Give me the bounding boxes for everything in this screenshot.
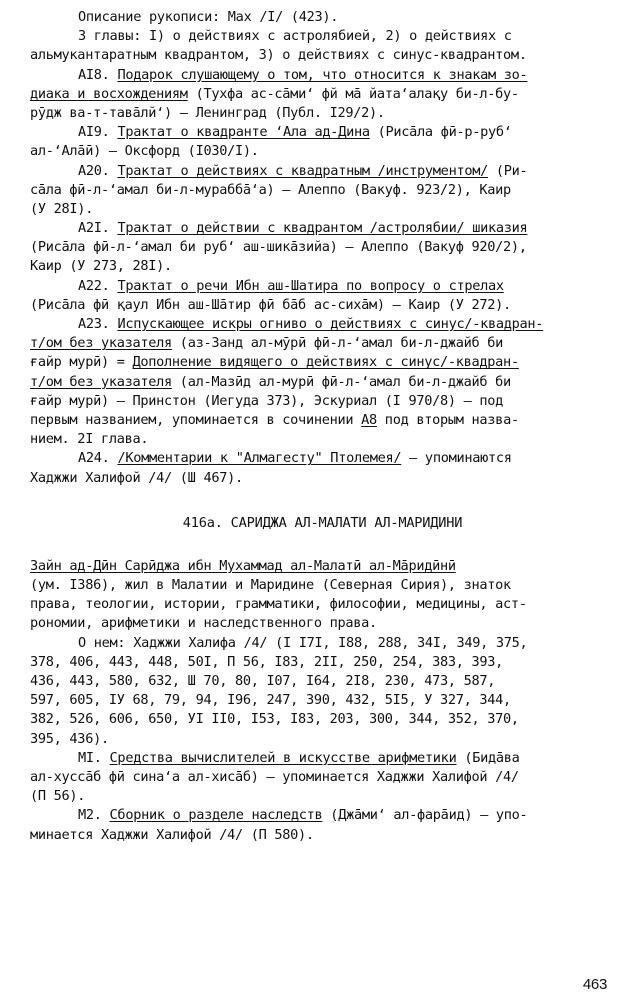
- entry-a22: [30, 277, 615, 296]
- entry-title: Трактат о действиях с квадратным /инструментом/: [117, 162, 488, 179]
- entry-a19-line2: ал-‘Алāӣ) – Оксфорд (I030/I).: [30, 143, 259, 160]
- entry-code: A20.: [78, 162, 110, 179]
- entry-text: (ал-Мазӣд ал-мурӣ фӣ-л-‘амал би-л-джайб би: [171, 373, 511, 390]
- work-title: Средства вычислителей в искусстве арифметики: [109, 749, 457, 766]
- work-m2: [30, 806, 615, 825]
- work-m1-line3: (П 56).: [30, 788, 86, 805]
- entry-code: МI.: [78, 749, 102, 766]
- entry-text: ғайр мурӣ) =: [30, 354, 133, 371]
- entry-a23: [30, 315, 615, 334]
- work-m1: [30, 749, 615, 768]
- references-line-4: 597, 605, IУ 68, 79, 94, I96, 247, 390, 432, 5I5, У 327, 344,: [30, 692, 511, 709]
- entry-a21-line2: (Рисāла фӣ-л-‘амал би руб‘ аш-шикāзийа) – Алеппо (Вакуф 920/2),: [30, 239, 527, 256]
- entry-a20-line2: сāла фӣ-л-‘амал би-л-мураббā‘а) – Алеппо (Вакуф. 923/2), Каир: [30, 181, 511, 198]
- entry-a18-line2: [30, 85, 615, 104]
- entry-text: (Бидāва: [456, 749, 520, 766]
- chapters-line-cont: альмукантаратным квадрантом, 3) о действиях с синус-квадрантом.: [30, 47, 527, 64]
- entry-a22-line2: (Рисāла фӣ қаул Ибн аш-Шāтир фӣ бāб ас-сихāм) – Каир (У 272).: [30, 296, 511, 313]
- entry-a18-line3: рӯдж ва-т-тавāлй‘) – Ленинград (Публ. I29/2).: [30, 104, 385, 121]
- references-line-5: 382, 526, 606, 650, УI II0, I53, I83, 203, 300, 344, 352, 370,: [30, 711, 519, 728]
- chapters-line: 3 главы: I) о действиях с астролябией, 2) о действиях с: [78, 28, 512, 45]
- entry-text: (Джāми‘ ал-фарāид) – упо-: [322, 807, 528, 824]
- entry-a23-line6: [30, 411, 615, 430]
- author-name-line: [30, 557, 615, 576]
- entry-a19: [30, 123, 615, 142]
- author-name: Зайн ад-Дӣн Сарӣджа ибн Мухаммад ал-Малатӣ ал-Мāридӣнӣ: [30, 557, 456, 574]
- entry-text: (Тухфа ас-сāми‘ фй мā йата‘алақу би-л-бу-: [187, 85, 519, 102]
- entry-title: Трактат о речи Ибн аш-Шатира по вопросу о стрелах: [117, 277, 504, 294]
- entry-a23-line7: нием. 2I глава.: [30, 431, 149, 448]
- entry-title: Подарок слушающему о том, что относится к знакам зо-: [117, 66, 528, 83]
- entry-text: – упоминаются: [401, 450, 512, 467]
- bio-line-4: рономии, арифметики и наследственного права.: [30, 615, 377, 632]
- entry-text: под вторым назва-: [376, 411, 519, 428]
- work-m1-line2: ал-хуссāб фӣ сина‘а ал-хисāб) – упоминается Хаджжи Халифой /4/: [30, 768, 519, 785]
- references-line-2: 378, 406, 443, 448, 50I, П 56, I83, 2II, 250, 254, 383, 393,: [30, 653, 504, 670]
- entry-code: AI9.: [78, 124, 110, 141]
- page-number: 463: [582, 975, 607, 993]
- entry-code: A22.: [78, 277, 110, 294]
- entry-text: (аз-Занд ал-мӯрӣ фӣ-л-‘амал би-л-джайб би: [171, 335, 504, 352]
- entry-a20-line3: (У 28I).: [30, 200, 94, 217]
- entry-a24: [30, 449, 615, 468]
- entry-alt-title-cont: т/ом без указателя: [30, 373, 172, 390]
- entry-a23-line2: [30, 334, 615, 353]
- entry-a23-line3: [30, 353, 615, 372]
- entry-text: (Рисāла фӣ-р-руб‘: [369, 124, 512, 141]
- entry-a18: [30, 66, 615, 85]
- entry-title: Трактат о действии с квадрантом /астролябии/ шиказия: [117, 220, 528, 237]
- bio-line-3: права, теологии, истории, грамматики, философии, медицины, аст-: [30, 596, 527, 613]
- section-heading: 416а. САРИДЖА АЛ-МАЛАТИ АЛ-МАРИДИНИ: [182, 514, 463, 531]
- entry-title: Испускающее искры огниво о действиях с синус/-квадран-: [117, 316, 544, 332]
- entry-a23-line5: ғайр мурӣ) – Принстон (Иегуда 373), Эскуриал (I 970/8) – под: [30, 392, 504, 409]
- entry-title-cont: диака и восхождениям: [30, 85, 188, 102]
- work-m2-line2: минается Хаджжи Халифой /4/ (П 580).: [30, 826, 314, 843]
- entry-a23-line4: [30, 373, 615, 392]
- entry-a24-line2: Хаджжи Халифой /4/ (Ш 467).: [30, 469, 243, 486]
- manuscript-description: Описание рукописи: Мах /I/ (423).: [78, 9, 339, 25]
- entry-code: AI8.: [78, 66, 110, 83]
- entry-text: (Ри-: [488, 162, 528, 179]
- entry-code: A24.: [78, 450, 110, 467]
- references-line-1: О нем: Хаджжи Халифа /4/ (I I7I, I88, 288, 34I, 349, 375,: [78, 634, 528, 651]
- cross-reference-a8: A8: [361, 411, 377, 428]
- entry-text: первым названием, упоминается в сочинении: [30, 411, 362, 428]
- references-line-6: 395, 436).: [30, 730, 109, 747]
- entry-title: Трактат о квадранте ‘Ала ад-Дина: [117, 124, 370, 141]
- entry-title-cont: т/ом без указателя: [30, 335, 172, 352]
- bio-line-2: (ум. I386), жил в Малатии и Маридине (Северная Сирия), знаток: [30, 577, 511, 594]
- entry-a21-line3: Каир (У 273, 28I).: [30, 258, 172, 275]
- entry-a21: [30, 219, 615, 238]
- entry-code: A23.: [78, 316, 110, 332]
- entry-code: A2I.: [78, 220, 110, 237]
- entry-code: М2.: [78, 807, 102, 824]
- entry-title: /Комментарии к "Алмагесту" Птолемея/: [117, 450, 402, 467]
- entry-a20: [30, 162, 615, 181]
- entry-alt-title: Дополнение видящего о действиях с синус/-квадран-: [132, 354, 519, 371]
- references-line-3: 436, 443, 580, 632, Ш 70, 80, I07, I64, 2I8, 230, 473, 587,: [30, 673, 496, 689]
- work-title: Сборник о разделе наследств: [109, 807, 323, 824]
